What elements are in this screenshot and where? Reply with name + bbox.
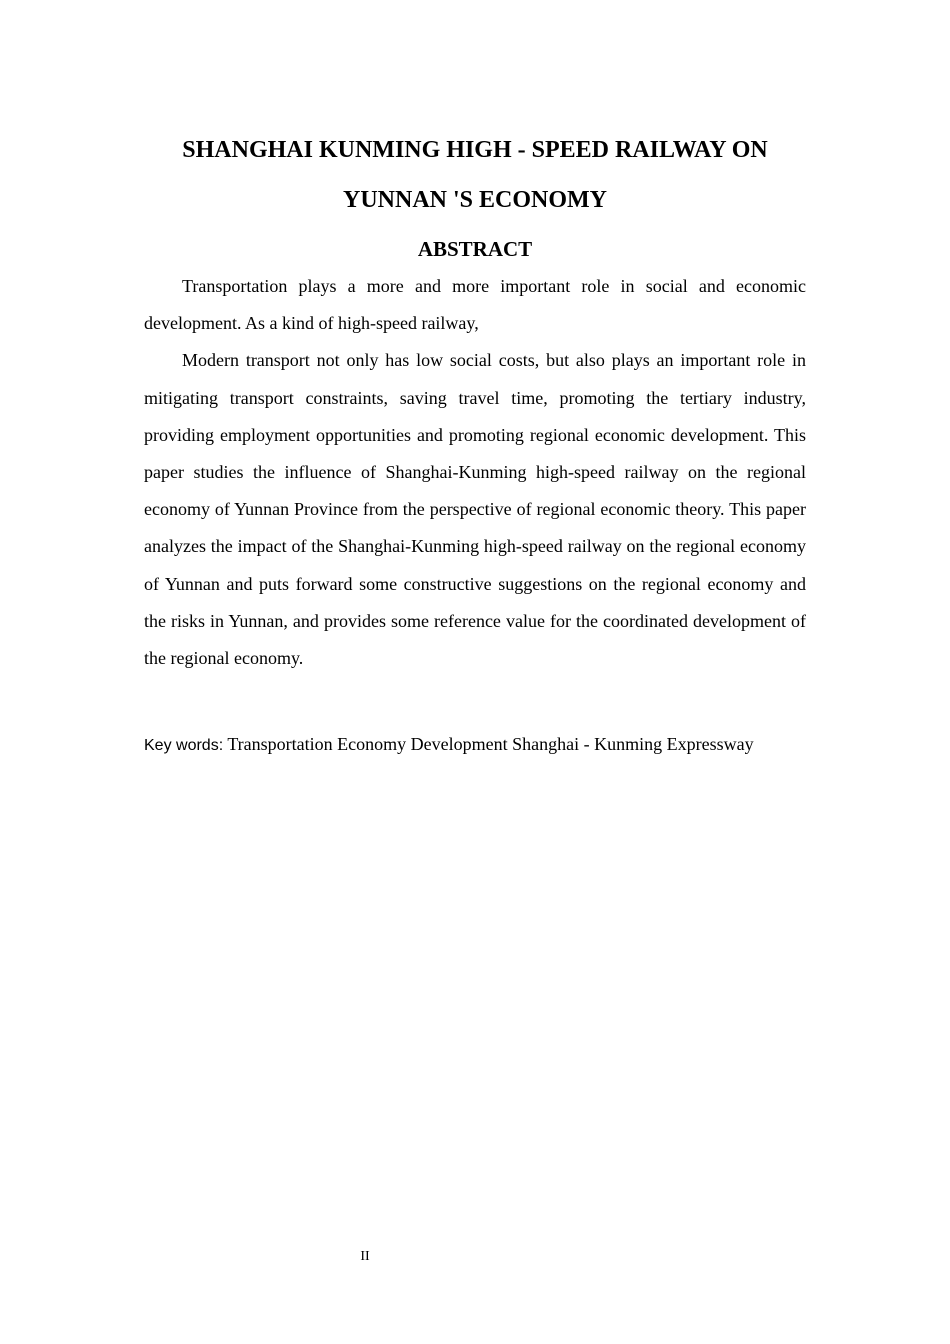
abstract-paragraph-1: Transportation plays a more and more important role in social and economic development. As a kind of high-speed railway, [144,276,806,334]
abstract-body [144,268,806,677]
title-line-2: YUNNAN 'S ECONOMY [343,187,607,213]
keywords-label: Key words: [144,737,224,754]
keywords-line [144,728,844,762]
abstract-paragraph-2: Modern transport not only has low social costs, but also plays an important role in mitigating transport constraints, saving travel time, promoting the tertiary industry, providing employment opportunities and promoting regional economic development. This paper studies the influence of Shanghai-Kunming high-speed railway on the regional economy of Yunnan Province from the perspective of regional economic theory. This paper analyzes the impact of the Shanghai-Kunming high-speed railway on the regional economy of Yunnan and puts forward some constructive suggestions on the regional economy and the risks in Yunnan, and provides some reference value for the coordinated development of the regional economy. [144,350,806,669]
keywords-text: Transportation Economy Development Shanghai - Kunming Expressway [223,734,754,754]
title-line-1: SHANGHAI KUNMING HIGH - SPEED RAILWAY ON [182,137,768,163]
page-number: II [360,1249,370,1264]
abstract-heading: ABSTRACT [417,237,533,261]
